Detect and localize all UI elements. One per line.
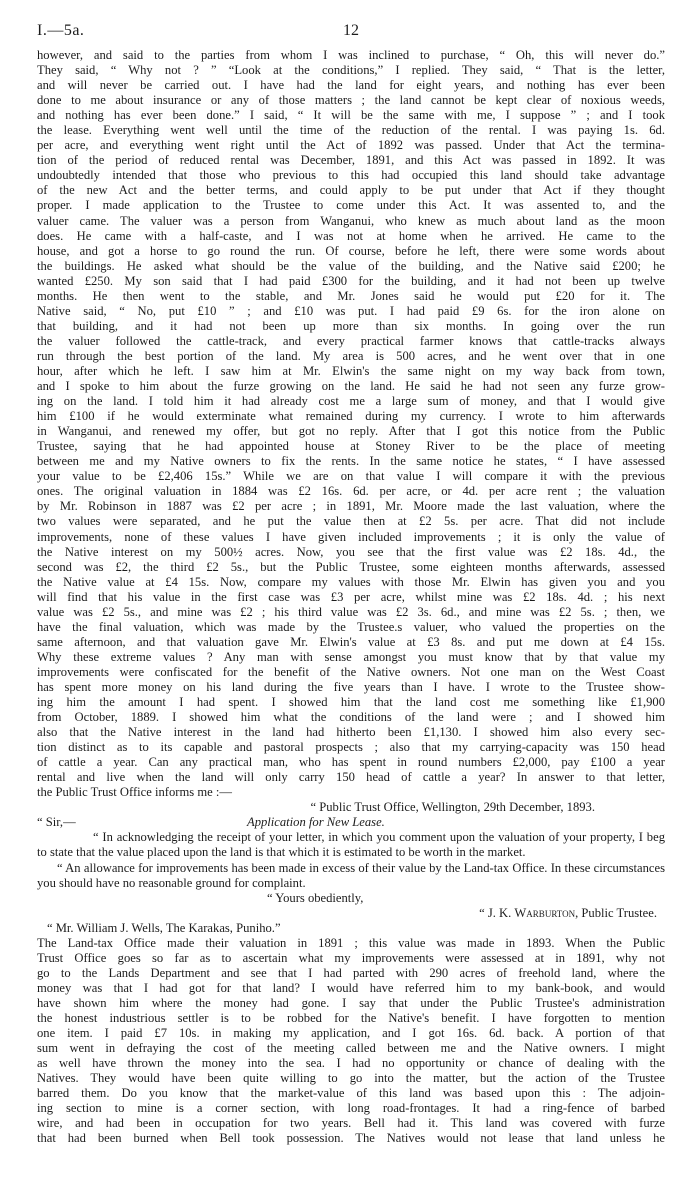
body-text-main [37, 48, 665, 800]
text-line: tion distinct as to its capable and pastoral prospects ; also that my carrying-capacity was 150 head [37, 740, 665, 755]
text-line: Native said, “ No, put £10 ” ; and £10 was put. I had paid £9 6s. for the iron alone on [37, 303, 665, 318]
letter-block [37, 800, 665, 935]
text-line: as well have thrown the money into the sea. I had no opportunity or chance of dealing with the [37, 1056, 665, 1071]
text-line: second was £2, the third £2 5s., but the Public Trustee, some eighteen months afterwards, assessed [37, 559, 665, 574]
text-line: however, and said to the parties from whom I was inclined to purchase, “ Oh, this will never do.” [37, 48, 665, 62]
text-line: from October, 1889. I showed him what the conditions of the land were ; and I showed him [37, 710, 665, 725]
text-line: the honest industrious settler is to be robbed for the Native's benefit. I have forgotten to mention [37, 1010, 665, 1025]
signature-initials: “ J. K. [479, 905, 515, 920]
text-line: will find that his value in the first case was £3 per acre, whilst mine was £2 18s. 4d. ; his next [37, 589, 665, 604]
text-line: ones. The original valuation in 1884 was £2 16s. 6d. per acre, or 4d. per acre rent ; the valuation [37, 484, 665, 499]
text-line: valuer came. The valuer was a person from Wanganui, who knew as much about land as the moon [37, 213, 665, 228]
text-line: tion of the period of reduced rental was December, 1891, and this Act was passed in 1892. It was [37, 153, 665, 168]
text-line: wire, and had been in occupation for two years. Bell had it. This land was covered with furze [37, 1116, 665, 1131]
text-line: by Mr. Robinson in 1887 was £2 per acre ; in 1891, Mr. Moore made the last valuation, where the [37, 499, 665, 514]
text-line: the lease. Everything went well until the time of the reduction of the rental. I was paying 1s. 6d. [37, 123, 665, 138]
signature-name: Warburton [514, 905, 576, 920]
document-page [37, 22, 665, 1146]
text-line: ing on the land. I told him it had already cost me a large sum of money, and that I would give [37, 394, 665, 409]
letter-closing: “ Yours obediently, [267, 890, 364, 905]
letter-paragraph-2: “ An allowance for improvements has been made in excess of their value by the Land-tax Office. In these circumstances you should have no reasonable ground for complaint. [37, 860, 665, 890]
text-line: rental and live when the land will only carry 150 head of cattle a year? In answer to that letter, [37, 770, 665, 785]
text-line: has spent more money on his land during the five years than I have. I wrote to the Trustee show- [37, 679, 665, 694]
text-line: value was £2 5s., and mine was £2 ; his third value was £2 3s. 6d., and mine was £2 5s. ; then, we [37, 604, 665, 619]
text-line: the buildings. He asked what should be the value of the building, and the Native said £200; he [37, 258, 665, 273]
text-line: Trust Office goes so far as to ascertain what my improvements were assessed at in 1891, why not [37, 950, 665, 965]
text-line: the Native value at £4 15s. Now, compare my values with those Mr. Elwin has given you and you [37, 574, 665, 589]
text-line: improvements were confiscated for the benefit of the Native owners. Not one man on the West Coast [37, 664, 665, 679]
letter-salutation: “ Sir,— [37, 815, 76, 830]
text-line: per acre, and everything went right until the Act of 1892 was passed. Under that Act the termina- [37, 138, 665, 153]
text-line: ing him the amount I had spent. I showed him that the land cost me something like £1,900 [37, 695, 665, 710]
text-line: and I spoke to him about the furze growing on the land. He said he had not seen any furze grow- [37, 379, 665, 394]
text-line: of the new Act and the better terms, and could apply to be put under that Act if they thought [37, 183, 665, 198]
text-line: proper. I made application to the Trustee to come under this Act. It was assented to, and the [37, 198, 665, 213]
text-line: that had been burned when Bell took possession. The Natives would not lease that land unless he [37, 1131, 665, 1146]
text-line: house, and got a horse to go round the run. Of course, before he left, there were some words about [37, 243, 665, 258]
text-line: months. He then went to the stable, and Mr. Jones said he would put £20 for it. The [37, 288, 665, 303]
text-line: run through the best portion of the land. My area is 500 acres, and he went over that in one [37, 348, 665, 363]
text-line: improvements, none of these values I have given included improvements ; it is only the value of [37, 529, 665, 544]
page-number: 12 [343, 22, 359, 39]
text-line: The Land-tax Office made their valuation in 1891 ; this value was made in 1893. When the Public [37, 935, 665, 950]
text-line: between me and my Native owners to fix the rents. In the same notice he states, “ I have assessed [37, 454, 665, 469]
text-line: ing section to mine is a corner section, with long road-frontages. It had a ring-fence of barbed [37, 1101, 665, 1116]
text-line: done to me about insurance or any of those matters ; the land cannot be kept clear of noxious weeds, [37, 93, 665, 108]
signature-title: , Public Trustee. [575, 905, 657, 920]
text-line: same afternoon, and that valuation gave Mr. Elwin's value at £3 8s. and put me down at £4 15s. [37, 634, 665, 649]
text-line: and will never be carried out. I have had the land for eight years, and nothing has ever been [37, 78, 665, 93]
text-line: hour, after which he left. I saw him at Mr. Elwin's the same night on my way back from town, [37, 363, 665, 378]
text-line: They said, “ Why not ? ” “Look at the conditions,” I replied. They said, “ That is the letter, [37, 63, 665, 78]
text-line: the Native interest on my 500½ acres. Now, you see that the first value was £2 18s. 4d., the [37, 544, 665, 559]
text-line: him £100 if he would exterminate what remained during my currency. I wrote to him afterwards [37, 409, 665, 424]
text-line: one item. I paid £7 10s. in making my application, and I got 16s. 6d. back. A portion of that [37, 1026, 665, 1041]
text-line: also that the Native interest in the land had hitherto been £1,130. I showed him also every sec- [37, 725, 665, 740]
letter-salutation-row [37, 815, 665, 830]
text-line: and nothing has ever been done.” I said, “ It will be the same with me, I suppose ” ; and I took [37, 108, 665, 123]
letter-addressee: “ Mr. William J. Wells, The Karakas, Puniho.” [47, 920, 281, 935]
text-line: the Public Trust Office informs me :— [37, 785, 232, 800]
text-line: Natives. They would have been quite willing to go into the matter, but the action of the Trustee [37, 1071, 665, 1086]
text-line: money was that I had got for that land? I would have referred him to my bank-book, and would [37, 980, 665, 995]
text-line: in Wanganui, and renewed my offer, but got no reply. After that I got this notice from the Public [37, 424, 665, 439]
page-header [37, 22, 665, 48]
text-line: two values were separated, and he put the value then at £2 5s. per acre. That did not include [37, 514, 665, 529]
text-line: Trustee, saying that he had appointed house at Stoney River to be the place of meeting [37, 439, 665, 454]
letter-paragraph-1: “ In acknowledging the receipt of your letter, in which you comment upon the valuation of your property, I beg to state that the value placed upon the land is that which it is estimated to be worth in the market. [37, 830, 665, 860]
letter-subject: Application for New Lease. [247, 815, 385, 830]
text-line: that building, and it had not been up more than six months. In going over the run [37, 318, 665, 333]
document-reference: I.—5a. [37, 22, 85, 39]
letter-signature [37, 906, 665, 921]
text-line: have the final valuation, which was made by the Trustee.s valuer, who valued the properties on the [37, 619, 665, 634]
text-line: of cattle a year. Can any practical man, who has spent in round numbers £2,000, pay £100 a year [37, 755, 665, 770]
text-line: does. He came with a half-caste, and I was not at home when he arrived. He came to the [37, 228, 665, 243]
text-line: the valuer followed the cattle-track, and every practical farmer knows that cattle-tracks always [37, 333, 665, 348]
text-line: barred them. Do you know that the market-value of this land was based upon this : The adjoin- [37, 1086, 665, 1101]
text-line: your value to be £2,406 15s.” While we are on that value I will compare it with the previous [37, 469, 665, 484]
letter-dateline: “ Public Trust Office, Wellington, 29th December, 1893. [310, 800, 595, 815]
text-line: undoubtedly intended that those who previous to this had occupied this land should take advantage [37, 168, 665, 183]
text-line: wanted £250. My son said that I had paid £300 for the building, and it had not been up twelve [37, 273, 665, 288]
text-line: sum went in defraying the cost of the meeting called between me and the Native owners. I might [37, 1041, 665, 1056]
body-text-after-letter [37, 936, 665, 1147]
text-line: have shown him where the money had gone. I say that under the Public Trustee's administration [37, 995, 665, 1010]
text-line: Why these extreme values ? Any man with sense amongst you must know that by that value my [37, 649, 665, 664]
text-line: go to the Lands Department and see that I had parted with 290 acres of freehold land, where the [37, 965, 665, 980]
